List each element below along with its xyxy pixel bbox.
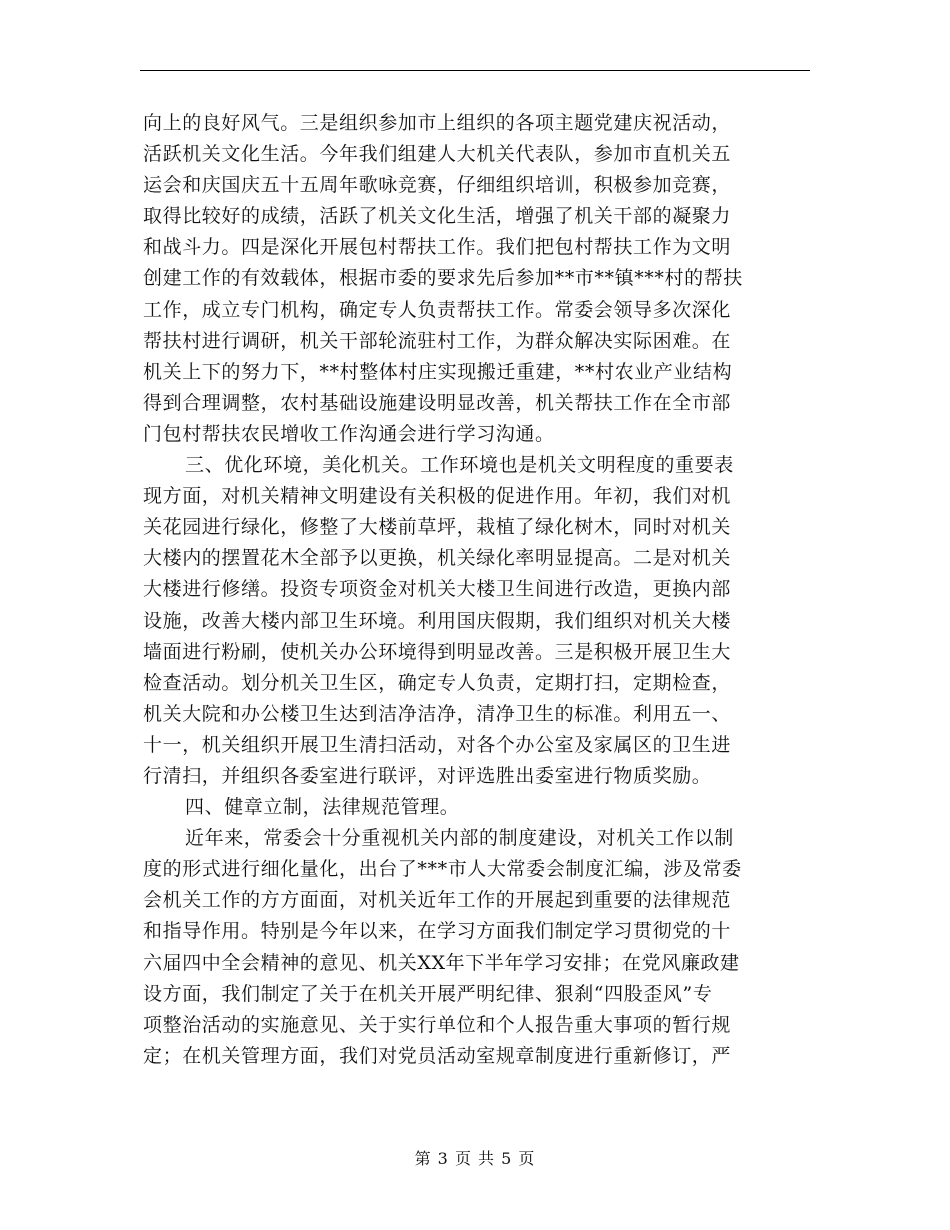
text-line: 墙面进行粉刷，使机关办公环境得到明显改善。三是积极开展卫生大 <box>143 640 732 663</box>
text-line: 工作，成立专门机构，确定专人负责帮扶工作。常委会领导多次深化 <box>143 298 732 321</box>
text-line: 帮扶村进行调研，机关干部轮流驻村工作，为群众解决实际困难。在 <box>143 329 732 352</box>
text-line: 和战斗力。四是深化开展包村帮扶工作。我们把包村帮扶工作为文明 <box>143 236 732 259</box>
text-line: 检查活动。划分机关卫生区，确定专人负责，定期打扫，定期检查， <box>143 671 732 694</box>
text-line: 取得比较好的成绩，活跃了机关文化生活，增强了机关干部的凝聚力 <box>143 205 732 228</box>
header-rule <box>140 70 810 71</box>
text-line: 会机关工作的方方面面，对机关近年工作的开展起到重要的法律规范 <box>143 889 732 912</box>
text-line: 关花园进行绿化，修整了大楼前草坪，栽植了绿化树木，同时对机关 <box>143 516 732 539</box>
text-line: 大楼内的摆置花木全部予以更换，机关绿化率明显提高。二是对机关 <box>143 547 732 570</box>
text-line: 和指导作用。特别是今年以来，在学习方面我们制定学习贯彻党的十 <box>143 920 732 943</box>
text-line: 定；在机关管理方面，我们对党员活动室规章制度进行重新修订，严 <box>143 1044 732 1067</box>
text-line: 门包村帮扶农民增收工作沟通会进行学习沟通。 <box>143 422 555 445</box>
text-line: 运会和庆国庆五十五周年歌咏竞赛，仔细组织培训，积极参加竞赛， <box>143 174 732 197</box>
text-line: 三、优化环境，美化机关。工作环境也是机关文明程度的重要表 <box>185 454 734 477</box>
text-line: 度的形式进行细化量化，出台了***市人大常委会制度汇编，涉及常委 <box>143 858 742 881</box>
body-text <box>143 108 810 1072</box>
text-line: 四、健章立制，法律规范管理。 <box>185 796 460 819</box>
text-line: 得到合理调整，农村基础设施建设明显改善，机关帮扶工作在全市部 <box>143 391 732 414</box>
text-line: 机关上下的努力下，**村整体村庄实现搬迁重建，**村农业产业结构 <box>143 360 733 383</box>
text-line: 近年来，常委会十分重视机关内部的制度建设，对机关工作以制 <box>185 827 734 850</box>
text-line: 活跃机关文化生活。今年我们组建人大机关代表队，参加市直机关五 <box>143 143 732 166</box>
text-line: 机关大院和办公楼卫生达到洁净洁净，清净卫生的标准。利用五一、 <box>143 702 732 725</box>
text-line: 六届四中全会精神的意见、机关XX年下半年学习安排；在党风廉政建 <box>143 951 740 974</box>
page-number-footer: 第 3 页 共 5 页 <box>414 1149 536 1168</box>
text-line: 行清扫，并组织各委室进行联评，对评选胜出委室进行物质奖励。 <box>143 764 712 787</box>
text-line: 现方面，对机关精神文明建设有关积极的促进作用。年初，我们对机 <box>143 485 732 508</box>
text-line: 设方面，我们制定了关于在机关开展严明纪律、狠刹“四股歪风”专 <box>143 982 713 1005</box>
text-line: 十一，机关组织开展卫生清扫活动，对各个办公室及家属区的卫生进 <box>143 733 732 756</box>
text-line: 项整治活动的实施意见、关于实行单位和个人报告重大事项的暂行规 <box>143 1013 732 1036</box>
text-line: 设施，改善大楼内部卫生环境。利用国庆假期，我们组织对机关大楼 <box>143 609 732 632</box>
text-line: 大楼进行修缮。投资专项资金对机关大楼卫生间进行改造，更换内部 <box>143 578 732 601</box>
text-line: 创建工作的有效载体，根据市委的要求先后参加**市**镇***村的帮扶 <box>143 267 743 290</box>
text-line: 向上的良好风气。三是组织参加市上组织的各项主题党建庆祝活动， <box>143 112 732 134</box>
